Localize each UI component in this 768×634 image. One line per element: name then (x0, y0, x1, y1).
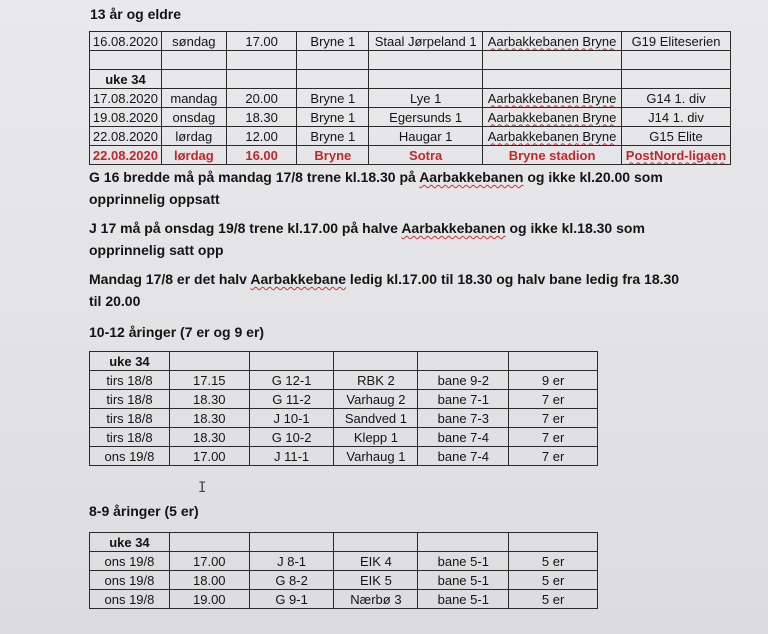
table-row-empty (90, 51, 731, 70)
note-j17: J 17 må på onsdag 19/8 trene kl.17.00 på halve Aarbakkebanen og ikke kl.18.30 som opprinnelig satt opp (89, 220, 645, 258)
table-row: ons 19/8 18.00 G 8-2 EIK 5 bane 5-1 5 er (90, 571, 598, 590)
schedule-table-10-12 (89, 351, 598, 466)
table-row: 22.08.2020 lørdag 12.00 Bryne 1 Haugar 1 Aarbakkebanen Bryne G15 Elite (90, 127, 731, 146)
table-row: tirs 18/8 18.30 G 11-2 Varhaug 2 bane 7-1 7 er (90, 390, 598, 409)
section-heading-10-12: 10-12 åringer (7 er og 9 er) (89, 324, 265, 340)
table-row-highlight: 22.08.2020 lørdag 16.00 Bryne Sotra Bryne stadion PostNord-ligaen (90, 146, 731, 165)
table-row: 19.08.2020 onsdag 18.30 Bryne 1 Egersunds 1 Aarbakkebanen Bryne J14 1. div (90, 108, 731, 127)
note-g16: G 16 bredde må på mandag 17/8 trene kl.18.30 på Aarbakkebanen og ikke kl.20.00 som opprinnelig oppsatt (89, 169, 663, 207)
section-heading-8-9: 8-9 åringer (5 er) (89, 503, 199, 519)
table-row-week: uke 34 (90, 70, 731, 89)
table-row: ons 19/8 17.00 J 11-1 Varhaug 1 bane 7-4 7 er (90, 447, 598, 466)
note-monday-field: Mandag 17/8 er det halv Aarbakkebane ledig kl.17.00 til 18.30 og halv bane ledig fra 18.30 til 20.00 (89, 271, 680, 309)
table-row: ons 19/8 19.00 G 9-1 Nærbø 3 bane 5-1 5 er (90, 590, 598, 609)
schedule-table-8-9 (89, 532, 598, 609)
table-row: 16.08.2020 søndag 17.00 Bryne 1 Staal Jørpeland 1 Aarbakkebanen Bryne G19 Eliteserien (90, 32, 731, 51)
table-row: tirs 18/8 17.15 G 12-1 RBK 2 bane 9-2 9 er (90, 371, 598, 390)
text-cursor-icon: I (198, 480, 207, 496)
table-row-week: uke 34 (90, 533, 598, 552)
table-row: ons 19/8 17.00 J 8-1 EIK 4 bane 5-1 5 er (90, 552, 598, 571)
table-row: tirs 18/8 18.30 G 10-2 Klepp 1 bane 7-4 7 er (90, 428, 598, 447)
schedule-table-13-and-older (89, 31, 731, 165)
table-row: tirs 18/8 18.30 J 10-1 Sandved 1 bane 7-3 7 er (90, 409, 598, 428)
table-row-week: uke 34 (90, 352, 598, 371)
section-heading-13-and-older: 13 år og eldre (90, 6, 182, 22)
table-row: 17.08.2020 mandag 20.00 Bryne 1 Lye 1 Aarbakkebanen Bryne G14 1. div (90, 89, 731, 108)
